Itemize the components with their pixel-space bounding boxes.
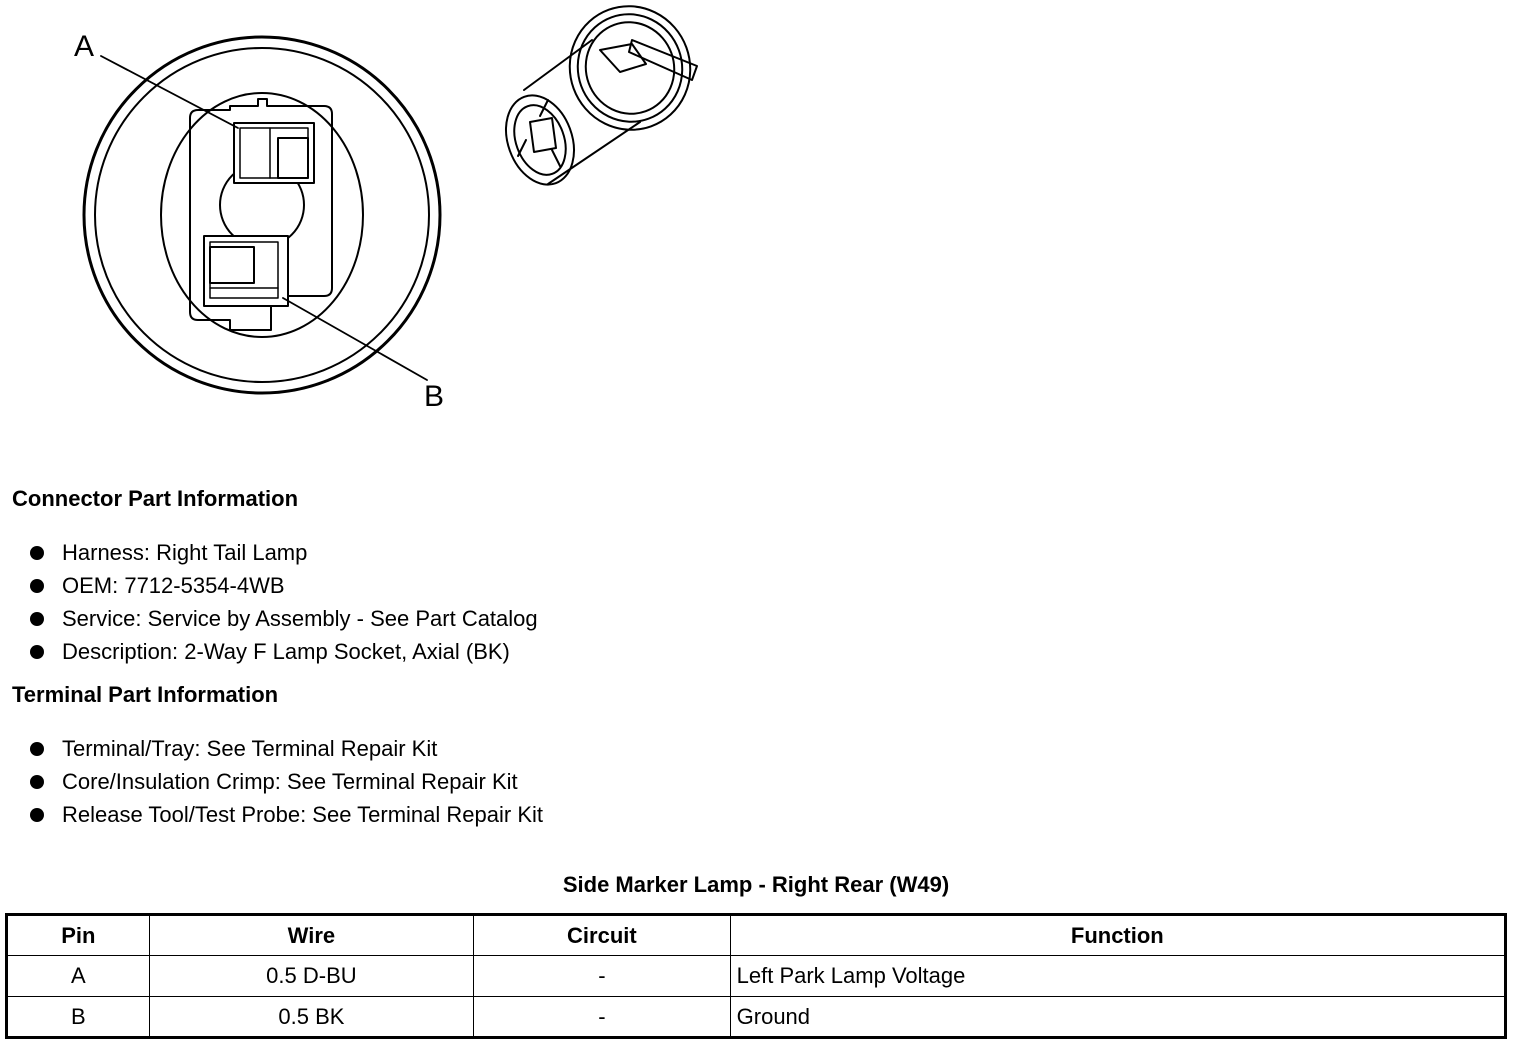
- leader-line-a: [101, 56, 238, 128]
- list-item-text: Service: Service by Assembly - See Part Catalog: [62, 606, 538, 631]
- header-wire: Wire: [149, 915, 473, 956]
- connector-face: [84, 37, 440, 393]
- list-item-text: Description: 2-Way F Lamp Socket, Axial (BK): [62, 639, 510, 664]
- list-item: [28, 572, 538, 605]
- cell-pin: A: [7, 956, 150, 997]
- bullet-icon: [30, 808, 44, 822]
- bullet-icon: [30, 546, 44, 560]
- cell-circuit: -: [474, 956, 731, 997]
- header-circuit: Circuit: [474, 915, 731, 956]
- terminal-part-info-heading: Terminal Part Information: [12, 682, 279, 707]
- list-item-text: Release Tool/Test Probe: See Terminal Repair Kit: [62, 802, 543, 827]
- table-row: [7, 956, 1506, 997]
- lamp-socket-illustration: [494, 0, 707, 194]
- table-row: [7, 997, 1506, 1038]
- header-function: Function: [730, 915, 1505, 956]
- table-caption: Side Marker Lamp - Right Rear (W49): [562, 872, 950, 897]
- list-item-text: Harness: Right Tail Lamp: [62, 540, 308, 565]
- list-item: [28, 605, 538, 638]
- bullet-icon: [30, 579, 44, 593]
- list-item: [28, 735, 543, 768]
- connector-part-info-heading: Connector Part Information: [12, 486, 299, 511]
- pin-a-label: A: [74, 30, 95, 63]
- cell-function: Ground: [730, 997, 1505, 1038]
- bullet-icon: [30, 775, 44, 789]
- connector-diagram: [0, 0, 720, 420]
- pin-b-label: B: [424, 380, 445, 413]
- connector-info-list: [28, 539, 538, 671]
- cell-pin: B: [7, 997, 150, 1038]
- list-item-text: Terminal/Tray: See Terminal Repair Kit: [62, 736, 438, 761]
- list-item-text: OEM: 7712-5354-4WB: [62, 573, 285, 598]
- bullet-icon: [30, 612, 44, 626]
- list-item-text: Core/Insulation Crimp: See Terminal Repair Kit: [62, 769, 518, 794]
- cell-wire: 0.5 BK: [149, 997, 473, 1038]
- pin-table: [5, 913, 1507, 1039]
- bullet-icon: [30, 645, 44, 659]
- terminal-info-list: [28, 735, 543, 834]
- list-item: [28, 768, 543, 801]
- cell-wire: 0.5 D-BU: [149, 956, 473, 997]
- bullet-icon: [30, 742, 44, 756]
- list-item: [28, 638, 538, 671]
- cell-circuit: -: [474, 997, 731, 1038]
- list-item: [28, 539, 538, 572]
- header-pin: Pin: [7, 915, 150, 956]
- list-item: [28, 801, 543, 834]
- table-header-row: [7, 915, 1506, 956]
- cell-function: Left Park Lamp Voltage: [730, 956, 1505, 997]
